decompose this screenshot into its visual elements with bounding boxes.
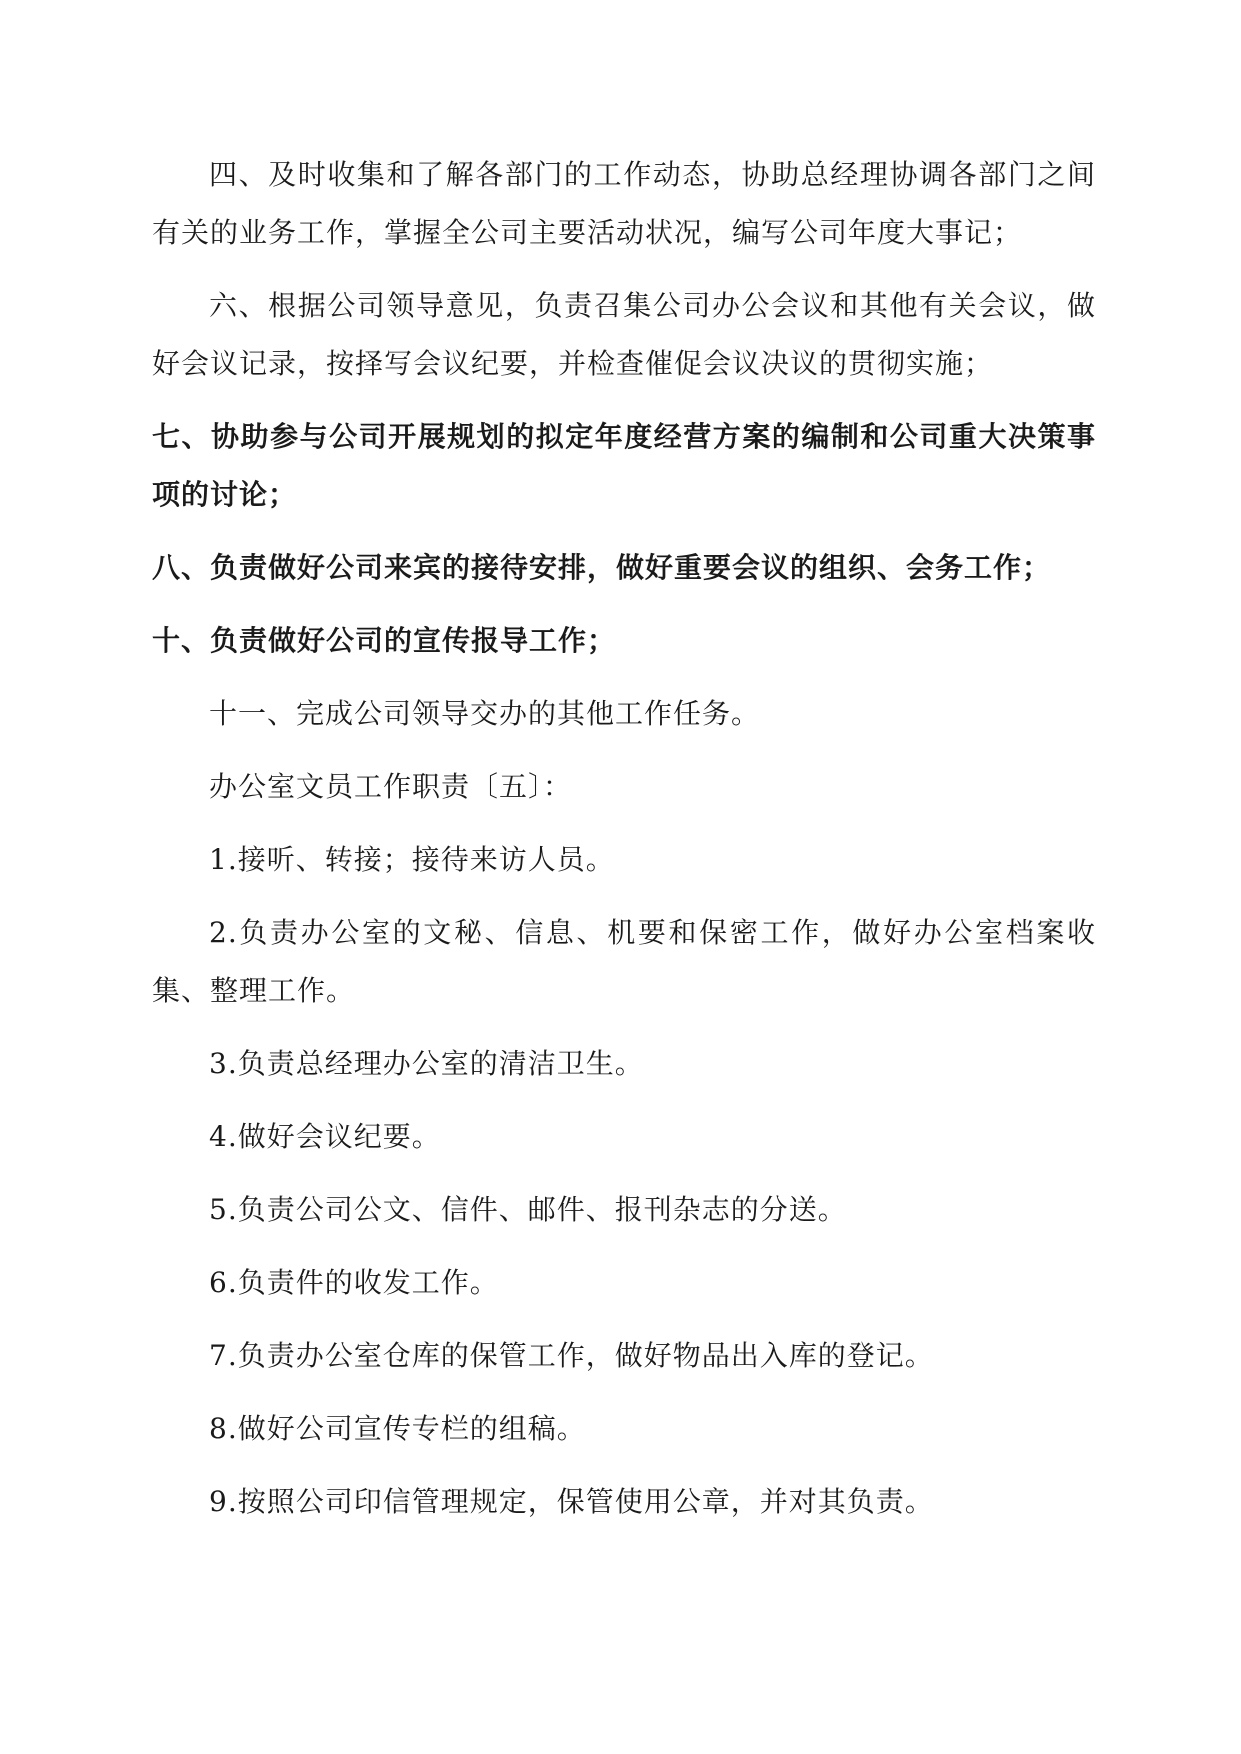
section-heading-clerk-duties: 办公室文员工作职责〔五〕： — [209, 770, 573, 803]
paragraph-item-11: 十一、完成公司领导交办的其他工作任务。 — [209, 697, 761, 730]
duty-item-5: 5.负责公司公文、信件、邮件、报刊杂志的分送。 — [209, 1193, 847, 1226]
paragraph-item-6: 六、根据公司领导意见，负责召集公司办公会议和其他有关会议，做好会议记录，按择写会议纪要，并检查催促会议决议的贯彻实施； — [152, 289, 1096, 380]
duty-item-9: 9.按照公司印信管理规定，保管使用公章，并对其负责。 — [209, 1485, 934, 1518]
paragraph-item-10: 十、负责做好公司的宣传报导工作； — [152, 624, 617, 657]
duty-item-2: 2.负责办公室的文秘、信息、机要和保密工作，做好办公室档案收集、整理工作。 — [152, 916, 1096, 1007]
duty-item-7: 7.负责办公室仓库的保管工作，做好物品出入库的登记。 — [209, 1339, 934, 1372]
duty-item-1: 1.接听、转接；接待来访人员。 — [209, 843, 615, 876]
paragraph-item-8: 八、负责做好公司来宾的接待安排，做好重要会议的组织、会务工作； — [152, 551, 1052, 584]
document-body — [152, 146, 1096, 1531]
duty-item-3: 3.负责总经理办公室的清洁卫生。 — [209, 1047, 644, 1080]
duty-item-6: 6.负责件的收发工作。 — [209, 1266, 499, 1299]
duty-item-8: 8.做好公司宣传专栏的组稿。 — [209, 1412, 586, 1445]
paragraph-item-7: 七、协助参与公司开展规划的拟定年度经营方案的编制和公司重大决策事项的讨论； — [152, 420, 1096, 511]
duty-item-4: 4.做好会议纪要。 — [209, 1120, 441, 1153]
paragraph-item-4: 四、及时收集和了解各部门的工作动态，协助总经理协调各部门之间有关的业务工作，掌握全公司主要活动状况，编写公司年度大事记； — [152, 158, 1096, 249]
